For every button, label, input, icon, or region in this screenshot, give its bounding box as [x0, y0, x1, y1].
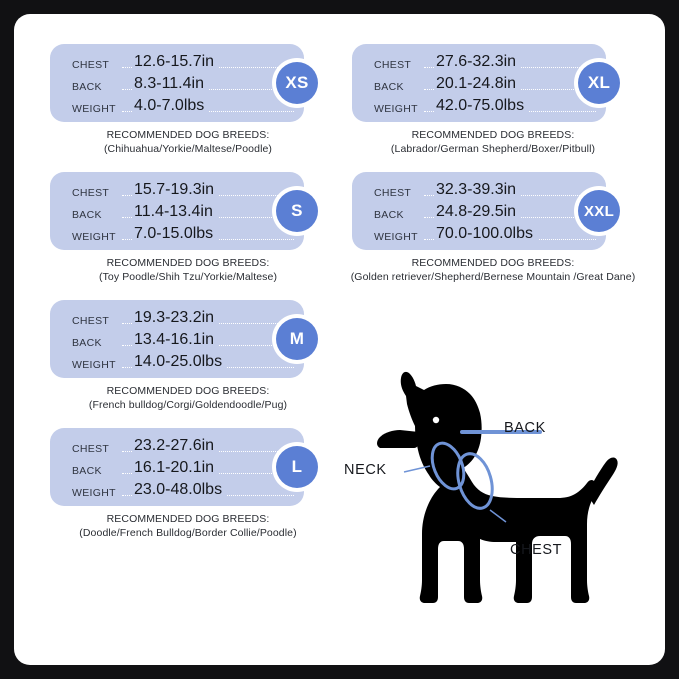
row-value-wrap [132, 437, 219, 455]
size-column-right [338, 44, 648, 288]
back-label: BACK [504, 420, 546, 436]
row-value: 19.3-23.2in [134, 309, 215, 326]
row-label: BACK [72, 81, 102, 93]
row-value: 8.3-11.4in [134, 75, 204, 92]
size-row-back [50, 459, 304, 481]
size-badge-l: L [276, 446, 318, 488]
chest-label: CHEST [510, 542, 563, 558]
row-value-wrap [434, 97, 529, 115]
row-value-wrap [132, 353, 227, 371]
breeds-block-xs [38, 128, 338, 156]
row-value-wrap [132, 309, 219, 327]
breeds-block-l [38, 512, 338, 540]
row-label: WEIGHT [72, 103, 116, 115]
row-label: BACK [72, 209, 102, 221]
row-value: 32.3-39.3in [436, 181, 517, 198]
row-value: 27.6-32.3in [436, 53, 517, 70]
row-label: CHEST [374, 187, 412, 199]
size-panel-l [50, 428, 304, 506]
row-label: BACK [72, 337, 102, 349]
row-value: 11.4-13.4in [134, 203, 213, 220]
breeds-block-xl [338, 128, 648, 156]
row-label: WEIGHT [374, 103, 418, 115]
breeds-title: RECOMMENDED DOG BREEDS: [411, 129, 575, 141]
row-value-wrap [132, 331, 219, 349]
row-value-wrap [132, 481, 227, 499]
size-panel-s [50, 172, 304, 250]
breeds-block-m [38, 384, 338, 412]
row-label: WEIGHT [72, 231, 116, 243]
row-value-wrap [132, 203, 218, 221]
size-panel-xl [352, 44, 611, 122]
row-label: WEIGHT [72, 359, 116, 371]
row-value: 4.0-7.0lbs [134, 97, 205, 114]
size-column-left [38, 44, 338, 544]
row-label: WEIGHT [72, 487, 116, 499]
size-row-back [50, 203, 304, 225]
row-value: 23.0-48.0lbs [134, 481, 223, 498]
row-value-wrap [434, 53, 521, 71]
breeds-title: RECOMMENDED DOG BREEDS: [106, 385, 270, 397]
row-value: 20.1-24.8in [436, 75, 517, 92]
size-block-xl [338, 44, 648, 156]
size-row-weight [50, 225, 304, 247]
breeds-title: RECOMMENDED DOG BREEDS: [106, 129, 270, 141]
row-value: 15.7-19.3in [134, 181, 215, 198]
size-row-back [50, 75, 304, 97]
breeds-list: (French bulldog/Corgi/Goldendoodle/Pug) [88, 399, 288, 411]
size-panel-xs [50, 44, 309, 122]
breeds-title: RECOMMENDED DOG BREEDS: [411, 257, 575, 269]
size-badge-xxl: XXL [578, 190, 620, 232]
size-badge-m: M [276, 318, 318, 360]
row-value-wrap [132, 75, 209, 93]
dog-silhouette-icon [344, 344, 654, 634]
row-value-wrap [132, 53, 219, 71]
row-value: 14.0-25.0lbs [134, 353, 223, 370]
row-label: CHEST [72, 443, 110, 455]
row-value-wrap [132, 97, 209, 115]
breeds-title: RECOMMENDED DOG BREEDS: [106, 257, 270, 269]
row-value-wrap [132, 459, 219, 477]
row-value: 12.6-15.7in [134, 53, 215, 70]
breeds-list: (Doodle/French Bulldog/Border Collie/Poodle) [79, 527, 297, 539]
row-label: BACK [374, 209, 404, 221]
breeds-list: (Labrador/German Shepherd/Boxer/Pitbull) [390, 143, 596, 155]
size-panel-m [50, 300, 304, 378]
row-value: 16.1-20.1in [134, 459, 215, 476]
row-label: WEIGHT [374, 231, 418, 243]
breeds-list: (Toy Poodle/Shih Tzu/Yorkie/Maltese) [98, 271, 278, 283]
size-block-s [38, 172, 338, 284]
row-value: 24.8-29.5in [436, 203, 517, 220]
size-row-chest [352, 181, 606, 203]
row-label: CHEST [72, 59, 110, 71]
row-label: BACK [374, 81, 404, 93]
row-value-wrap [132, 181, 219, 199]
size-row-weight [352, 225, 606, 247]
size-row-weight [50, 353, 304, 375]
row-value: 13.4-16.1in [134, 331, 215, 348]
dog-measurement-diagram [344, 344, 654, 634]
row-label: CHEST [72, 315, 110, 327]
row-value-wrap [434, 203, 521, 221]
size-badge-xl: XL [578, 62, 620, 104]
size-row-weight [50, 97, 304, 119]
size-block-xs [38, 44, 338, 156]
row-value-wrap [434, 75, 521, 93]
size-row-chest [50, 437, 304, 459]
row-value: 70.0-100.0lbs [436, 225, 533, 242]
size-block-m [38, 300, 338, 412]
row-value-wrap [434, 225, 538, 243]
row-value: 7.0-15.0lbs [134, 225, 214, 242]
breeds-block-xxl [338, 256, 648, 284]
size-chart-card [14, 14, 665, 665]
size-row-chest [50, 181, 304, 203]
size-row-weight [352, 97, 606, 119]
size-badge-s: S [276, 190, 318, 232]
neck-label: NECK [344, 462, 387, 478]
size-row-back [352, 203, 606, 225]
size-row-chest [50, 53, 304, 75]
size-block-l [38, 428, 338, 540]
breeds-block-s [38, 256, 338, 284]
row-label: CHEST [72, 187, 110, 199]
row-label: BACK [72, 465, 102, 477]
breeds-title: RECOMMENDED DOG BREEDS: [106, 513, 270, 525]
size-badge-xs: XS [276, 62, 318, 104]
size-row-chest [352, 53, 606, 75]
breeds-list: (Chihuahua/Yorkie/Maltese/Poodle) [103, 143, 273, 155]
row-value: 42.0-75.0lbs [436, 97, 525, 114]
row-value-wrap [132, 225, 218, 243]
size-row-back [50, 331, 304, 353]
breeds-list: (Golden retriever/Shepherd/Bernese Mountain /Great Dane) [350, 271, 636, 283]
row-value: 23.2-27.6in [134, 437, 215, 454]
size-block-xxl [338, 172, 648, 284]
size-row-back [352, 75, 606, 97]
size-row-weight [50, 481, 304, 503]
size-panel-xxl [352, 172, 615, 250]
size-row-chest [50, 309, 304, 331]
row-label: CHEST [374, 59, 412, 71]
row-value-wrap [434, 181, 521, 199]
